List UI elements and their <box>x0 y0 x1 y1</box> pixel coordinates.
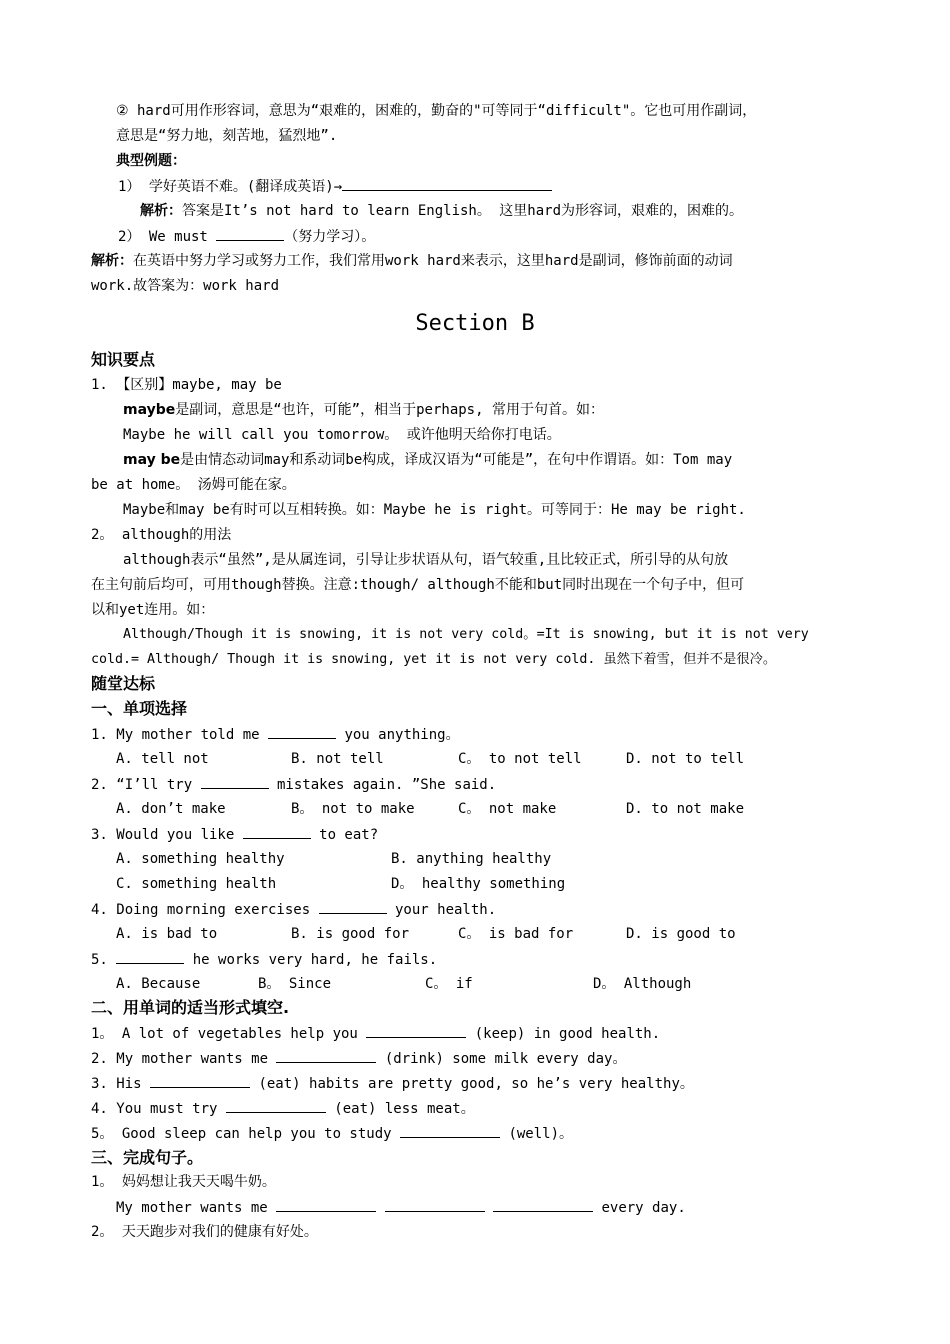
question-5 <box>91 949 437 969</box>
option-d[interactable]: D。 Although <box>593 976 692 992</box>
question-text: (keep) in good health. <box>466 1026 661 1042</box>
fill-5 <box>91 1123 573 1143</box>
example-2 <box>118 226 375 246</box>
option-a[interactable]: A. tell not <box>116 751 209 767</box>
question-text: 3. Would you like <box>91 827 243 843</box>
point-1d: be at home。 汤姆可能在家。 <box>91 477 296 493</box>
option-b[interactable]: B. not tell <box>291 751 384 767</box>
knowledge-heading: 知识要点 <box>91 350 156 369</box>
answer-blank[interactable] <box>201 774 269 789</box>
example-1 <box>118 176 552 196</box>
question-text: to eat? <box>310 827 379 843</box>
option-c[interactable]: C。 not make <box>458 801 557 817</box>
section-title: Section B <box>415 311 535 336</box>
point-2e: cold.= Although/ Though it is snowing, yet it is not very cold. 虽然下着雪，但并不是很冷。 <box>91 652 777 667</box>
option-b[interactable]: B。 not to make <box>291 801 415 817</box>
answer-blank[interactable] <box>366 1023 466 1038</box>
analysis-text: 答案是It’s not hard to learn English。 这里hard为形容词，艰难的，困难的。 <box>182 203 744 219</box>
example-1-text: 1） 学好英语不难。(翻译成英语)→ <box>118 179 343 195</box>
part3-heading: 三、完成句子。 <box>91 1148 204 1167</box>
option-c[interactable]: C。 to not tell <box>458 751 582 767</box>
question-text: mistakes again. ”She said. <box>268 777 497 793</box>
question-text: 4. Doing morning exercises <box>91 902 319 918</box>
option-b[interactable]: B. anything healthy <box>391 851 552 867</box>
practice-heading: 随堂达标 <box>91 674 156 693</box>
fill-3 <box>91 1073 694 1093</box>
fill-2 <box>91 1048 626 1068</box>
point-1e: Maybe和may be有时可以互相转换。如：Maybe he is right。可等同于：He may be right. <box>123 502 746 518</box>
answer-blank[interactable] <box>493 1197 593 1212</box>
point-1b: Maybe he will call you tomorrow。 或许他明天给你打电话。 <box>123 427 561 443</box>
answer-blank[interactable] <box>243 824 311 839</box>
question-text: 5. <box>91 952 117 968</box>
fill-1 <box>91 1023 660 1043</box>
answer-blank[interactable] <box>385 1197 485 1212</box>
question-1 <box>91 724 460 744</box>
example-2-analysis-cont: work.故答案为：work hard <box>91 278 280 294</box>
part1-heading: 一、单项选择 <box>91 699 188 718</box>
option-b[interactable]: B。 Since <box>258 976 332 992</box>
answer-blank[interactable] <box>342 176 552 191</box>
question-text: (eat) habits are pretty good, so he’s very healthy。 <box>250 1076 694 1092</box>
question-4 <box>91 899 496 919</box>
sentence-1: 1。 妈妈想让我天天喝牛奶。 <box>91 1174 276 1190</box>
sentence-2: 2。 天天跑步对我们的健康有好处。 <box>91 1224 318 1240</box>
question-text: 1。 A lot of vegetables help you <box>91 1026 367 1042</box>
option-c[interactable]: C。 is bad for <box>458 926 574 942</box>
example-title: 典型例题： <box>116 153 186 169</box>
example-1-analysis <box>140 201 743 221</box>
option-d[interactable]: D. not to tell <box>626 751 745 767</box>
option-d[interactable]: D。 healthy something <box>391 876 566 892</box>
question-text: (well)。 <box>500 1126 574 1142</box>
question-text: 1. My mother told me <box>91 727 269 743</box>
answer-blank[interactable] <box>276 1197 376 1212</box>
option-d[interactable]: D. is good to <box>626 926 736 942</box>
point-1c <box>123 450 732 470</box>
question-text: My mother wants me <box>116 1200 277 1216</box>
option-d[interactable]: D. to not make <box>626 801 745 817</box>
question-text: he works very hard, he fails. <box>184 952 438 968</box>
point-1: 1. 【区别】maybe, may be <box>91 377 282 393</box>
answer-blank[interactable] <box>276 1048 376 1063</box>
question-text: (eat) less meat。 <box>325 1101 475 1117</box>
question-text: 4. You must try <box>91 1101 226 1117</box>
point-2: 2。 although的用法 <box>91 527 232 543</box>
option-c[interactable]: C. something health <box>116 876 277 892</box>
question-text: you anything。 <box>336 727 460 743</box>
question-text: 3. His <box>91 1076 151 1092</box>
intro-line-2: 意思是“努力地，刻苦地，猛烈地”. <box>116 128 338 144</box>
answer-blank[interactable] <box>319 899 387 914</box>
point-2d: Although/Though it is snowing, it is not very cold。=It is snowing, but it is not very <box>123 627 809 642</box>
point-1a-text: 是副词，意思是“也许，可能”，相当于perhaps, 常用于句首。如： <box>175 402 604 418</box>
example-2-prefix: 2） We must <box>118 229 217 245</box>
option-b[interactable]: B. is good for <box>291 926 410 942</box>
question-text: every day. <box>593 1200 686 1216</box>
point-1a <box>123 400 604 420</box>
answer-blank[interactable] <box>116 949 184 964</box>
question-text: 2. “I’ll try <box>91 777 201 793</box>
option-c[interactable]: C。 if <box>425 976 473 992</box>
analysis-text: 在英语中努力学习或努力工作，我们常用work hard来表示，这里hard是副词，修饰前面的动词 <box>133 253 733 269</box>
term-may-be: may be <box>123 452 181 468</box>
analysis-label: 解析： <box>140 203 182 219</box>
question-2 <box>91 774 496 794</box>
answer-blank[interactable] <box>400 1123 500 1138</box>
point-2b: 在主句前后均可，可用though替换。注意:though/ although不能和but同时出现在一个句子中，但可 <box>91 577 745 593</box>
example-2-analysis <box>91 251 733 271</box>
question-text: your health. <box>386 902 497 918</box>
question-text: 5。 Good sleep can help you to study <box>91 1126 401 1142</box>
term-maybe: maybe <box>123 402 176 418</box>
intro-line-1: ② hard可用作形容词，意思为“艰难的，困难的，勤奋的"可等同于“difficult"。它也可用作副词， <box>116 103 757 119</box>
analysis-label: 解析： <box>91 253 133 269</box>
sentence-1-english <box>116 1197 686 1217</box>
option-a[interactable]: A. don’t make <box>116 801 226 817</box>
part2-heading: 二、用单词的适当形式填空. <box>91 998 290 1017</box>
question-text: 2. My mother wants me <box>91 1051 277 1067</box>
option-a[interactable]: A. something healthy <box>116 851 285 867</box>
example-2-suffix: （努力学习）。 <box>284 229 376 245</box>
answer-blank[interactable] <box>268 724 336 739</box>
point-1c-text: 是由情态动词may和系动词be构成，译成汉语为“可能是”，在句中作谓语。如：Tom may <box>180 452 733 468</box>
answer-blank[interactable] <box>150 1073 250 1088</box>
fill-4 <box>91 1098 475 1118</box>
option-a[interactable]: A. Because <box>116 976 201 992</box>
question-text: (drink) some milk every day。 <box>376 1051 627 1067</box>
point-2a: although表示“虽然”,是从属连词，引导让步状语从句，语气较重,且比较正式，所引导的从句放 <box>123 552 729 568</box>
answer-blank[interactable] <box>216 226 284 241</box>
option-a[interactable]: A. is bad to <box>116 926 218 942</box>
question-3 <box>91 824 378 844</box>
point-2c: 以和yet连用。如： <box>91 602 215 618</box>
answer-blank[interactable] <box>226 1098 326 1113</box>
